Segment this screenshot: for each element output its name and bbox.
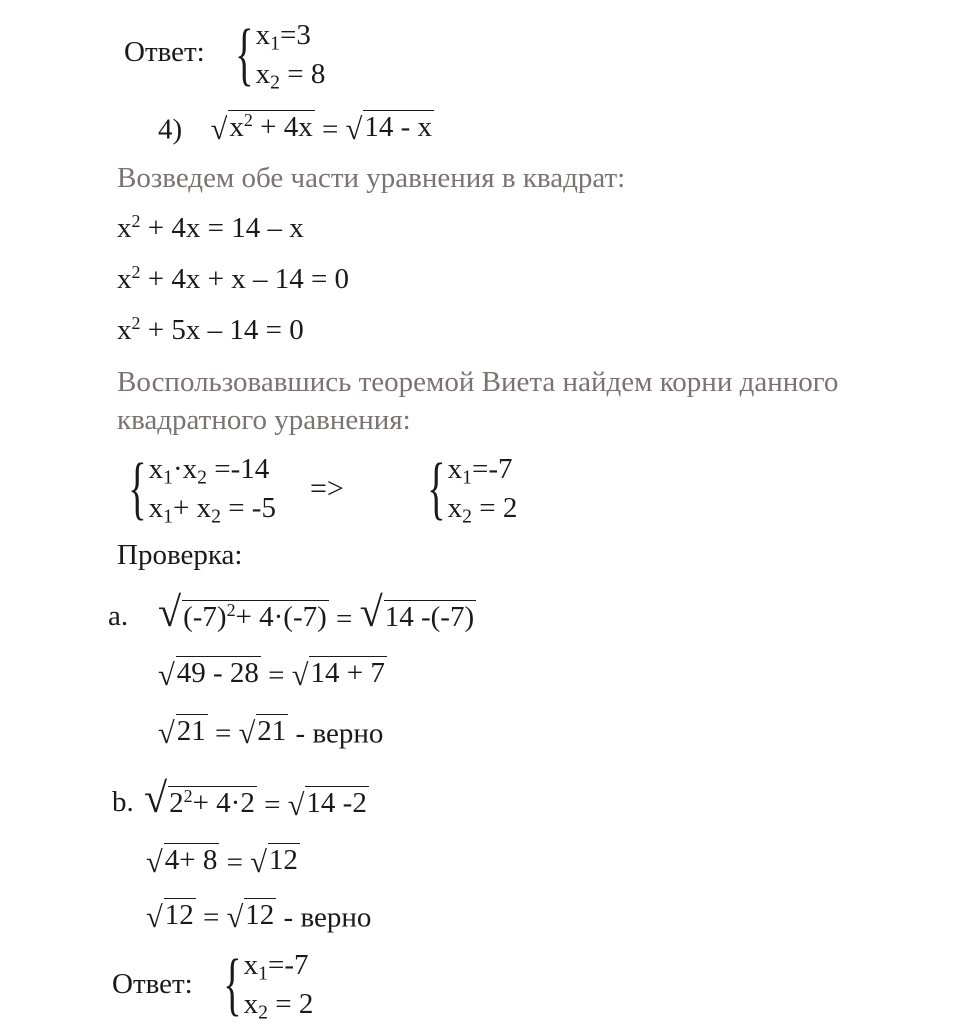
vieta-product: $x_1\cdot x_2 =-14$	[148, 453, 270, 489]
radical-left: √ $x^2 + 4x$	[210, 110, 313, 146]
equation-4	[158, 110, 434, 144]
step-1: $x^2 + 4x = 14 - x$	[117, 211, 304, 244]
check-b-line-2: √ 4+ 8 = √ 12	[146, 844, 298, 879]
answer2-root-1: $x_1=-7$	[243, 949, 309, 985]
radical: √ 12	[146, 899, 194, 934]
check-b-label: b.	[112, 786, 134, 818]
vieta-system	[113, 450, 276, 528]
answer-label-1: Ответ:	[124, 36, 205, 68]
root-2: $x_2 = 2$	[447, 492, 518, 528]
radical: √ 21	[158, 715, 206, 750]
answer-label-2: Ответ:	[112, 968, 193, 1000]
answer1-root-2: $x_2 = 8$	[255, 58, 326, 94]
root-1: $x_1=-7$	[447, 453, 513, 489]
check-a-line-2: √ 49 - 28 = √ 14 + 7	[158, 657, 385, 692]
radical: √ 21	[238, 715, 287, 750]
curly-brace: {	[128, 450, 147, 528]
radical: √ 14 -2	[287, 786, 367, 822]
check-b-line-3: √ 12 = √ 12 - верно	[146, 899, 372, 934]
radical: √ 12	[250, 844, 298, 879]
check-a-line-1: √ $(-7)^2+ 4\cdot(-7)$ = √ 14 -(-7)	[158, 590, 475, 636]
radical-right: √ 14 - x	[345, 111, 432, 146]
radical: √ 14 + 7	[291, 657, 385, 692]
check-a-line-3: √ 21 = √ 21 - верно	[158, 715, 384, 750]
answer2-root-2: $x_2 = 2$	[243, 988, 314, 1024]
check-heading: Проверка:	[117, 539, 243, 571]
instruction-square: Возведем обе части уравнения в квадрат:	[117, 162, 626, 194]
instruction-vieta-1: Воспользовавшись теоремой Виета найдем корни данного	[117, 366, 839, 398]
step-2: $x^2 + 4x + x - 14 = 0$	[117, 262, 350, 295]
implies-arrow: =>	[310, 472, 344, 505]
vieta-sum: $x_1+ x_2 = -5$	[148, 492, 276, 528]
radical: √ $2^2+ 4\cdot 2$	[144, 776, 255, 822]
equation-number: 4)	[158, 113, 183, 146]
radical: √ 49 - 28	[158, 657, 259, 692]
check-a-label: a.	[108, 600, 129, 632]
radical: √ $(-7)^2+ 4\cdot(-7)$	[158, 590, 327, 636]
instruction-vieta-2: квадратного уравнения:	[117, 404, 411, 436]
radical: √ 14 -(-7)	[359, 590, 475, 636]
curly-brace: {	[427, 450, 446, 528]
answer-system-2	[208, 946, 313, 1024]
radical: √ 12	[226, 899, 275, 934]
radical: √ 4+ 8	[146, 844, 218, 879]
equals-sign: =	[314, 113, 346, 146]
verdict-text: - верно	[276, 901, 372, 934]
answer-system-1	[220, 16, 325, 94]
check-b-line-1: √ $2^2+ 4\cdot 2$ = √ 14 -2	[144, 776, 367, 822]
answer1-root-1: $x_1=3$	[255, 19, 311, 55]
curly-brace: {	[235, 16, 254, 94]
roots-system	[412, 450, 517, 528]
verdict-text: - верно	[288, 717, 384, 750]
step-3: $x^2 + 5x - 14 = 0$	[117, 313, 304, 346]
curly-brace: {	[223, 946, 242, 1024]
